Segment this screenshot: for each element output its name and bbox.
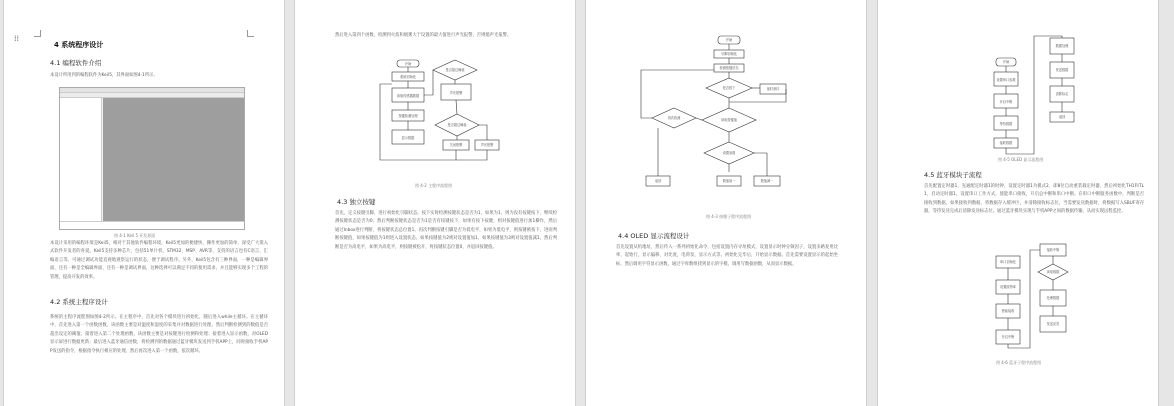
bluetooth-flowchart [988,244,1068,354]
flow-arrow [456,150,487,160]
flow-start-label: 开始 [725,38,733,42]
figure-caption: 图 4-1 Keil 5 开发界面 [114,233,156,238]
chapter-heading: 4 系统程序设计 [54,41,104,49]
flow-judge-label: 是否超过阈值 [447,123,467,127]
page-corner-mark [247,30,254,37]
flow-arrow [456,100,457,114]
flow-read-label: 读取传感器数据 [396,94,420,98]
document-page-1 [3,0,285,406]
flow-alarm-label: 声光报警 [480,143,494,147]
flow-step-label: 开启中断 [999,100,1013,104]
screenshot-project-panel [60,98,102,221]
section-heading: 4.1 编程软件介绍 [50,59,102,67]
oled-flowchart [988,36,1088,166]
drag-handle-icon[interactable]: ⁞⁞ [14,34,20,43]
flow-step-label: 等待数据 [999,122,1013,126]
flow-key-label: 按键检测处理 [398,114,418,118]
flow-step-label: 发送数据 [1055,68,1069,72]
flow-step-label: 接收中断 [1046,248,1060,252]
figure-caption: 图 4-6 蓝牙子程序流程图 [996,360,1042,365]
key-flowchart [636,34,786,194]
screenshot-editor-area [103,98,244,221]
flow-arrow [696,118,702,120]
flow-arrow [754,153,767,176]
flow-step-label: 设置串口参数 [996,78,1016,82]
flow-no-alarm-label: 关闭报警 [449,143,463,147]
page-corner-mark [34,30,41,37]
flow-step-label: 串口初始化 [1000,260,1016,264]
flow-set-label: 设置参数 [722,151,736,155]
flow-step-label: 发送应答 [1046,322,1060,326]
flow-step-label: 设置波特率 [1000,285,1016,289]
paragraph: 本设计采用的编程环境是Keil5，相对于其他软件编程环境，Keil5更加的便捷快，操作更加的简单，深受广大嵌入式软件开发者的喜爱。Keil5支持多种芯片，包括51单片机、STM32、MSP、AVR等，支持的语言也有C语言、汇编语言等。可通过调试功能直观地观察运行的状态，便于调试程序。另外，Keil5包含有三种界面，一种是编辑界面，还有一种是全编辑界面，还有一种是调试界面，这种选择可以满足不同的使用需求，并且能够实现多个工程的管理，提高开发的效率。 [50,241,268,280]
flow-step-label: 数据处理 [1055,44,1069,48]
flow-step-label: 接收数据 [999,141,1013,145]
main-flowchart [375,58,515,183]
flow-pressed-label: 是否按下 [722,86,736,90]
flow-init-label: 系统初始化 [400,75,416,79]
flow-start-label: 开始 [1002,60,1010,64]
document-page-2 [294,0,576,406]
flow-step-label: 清除标志 [1055,92,1069,96]
paragraph: 系统的主程序流程图如图4-2所示。在主程序中，首先对各个模块进行初始化，随后进入while主循环。在主循环中，首先进入第一个函数函数，该函数主要是对温度和湿度的采集并对数据进行处理，然后判断检测到的数值是否超出设定的阈值；接着进入第二个处理函数，该函数主要是对按键进行检测和处理；接着进入显示函数，对OLED显示屏进行数据更新；最后进入蓝牙通信函数，将检测到的数据通过蓝牙模块发送到手机APP上，同时接收手机APP发送的指令，根据指令执行相应的处理，然后再次进入第一个函数，依次循环。 [50,315,268,354]
figure-caption: 图 4-3 按键子程序流程图 [706,214,752,219]
flow-detect-label: 检测按键状态 [719,66,739,70]
flow-step-label: 读取数据 [1046,270,1060,274]
flow-judge-label: 是否超过阈值 [445,68,465,72]
flow-display-label: 显示数据 [401,136,415,140]
paragraph: 首先，定义按键引脚，进行初始化引脚状态。按下实时检测按键状态是否为1，如果为1，则为没有按键按下，继续检测按键状态是否为0；然后判断按键状态是否为1是否有按键按下，如果有按下按键，则对按键值进行加1操作，然后通过Inbox进行判断，将按键状态总位置1。再次判断按键引脚是否为低电平，如果为低电平，则按键被按下，进而判断按键值，如果按键值为1则进入设置状态，如果按键值为2则对设置值加1，如果按键值为3则对设置值减1，然后判断是否为高电平，如果为高电平，则按键被松开，将按键状态位置0，并返回按键值。 [335,211,557,250]
document-page-3 [585,0,867,406]
paragraph: 然后进入第四个函数，检测到火焰和烟雾大于设置的最大值进行声光报警，否则熄声光报警。 [335,33,512,38]
flow-end-label: 返回 [654,179,662,183]
flow-step-label: 返回 [1058,115,1066,119]
figure-caption: 图 4-5 OLED 显示流程图 [998,157,1044,162]
paragraph: 首先设置从机地址，然后传入一系列初始化命令，包括设置内存寻址模式，设置显示时钟分频因子，设置多路复用比率，起始行，显示偏移，对比度，电荷泵，显示方式等。初始化完毕后，开始显示数据。首先需要设置显示的起始坐标，然后调用字符显示函数，通过字库数组找到显示的字模，调用写数据函数，从而显示数据。 [616,245,838,267]
paragraph: 本设计所用到的编程软件为Keil5，其界面如图4-1所示。 [50,73,158,78]
flow-step-label: 使能接收 [1001,309,1015,313]
paragraph: 首先配置定时器1，先通配定时器1的时钟，设置定时器1为模式2，即8位自动重装载定时器，然后初始化TH1和TL1，启动定时器1，设置串口工作方式，使能串口接收，开启总中断和串口中断。在串口中断服务函数中，判断是否接收到数据，如果接收到数据，将数据存入缓冲区，并清除接收标志位。当需要发送数据时，将数据写入SBUF寄存器，等待发送完成后清除发送标志位。通过蓝牙模块实现与手机APP之间的数据传输，从而实现远程监控。 [924,184,1144,215]
flow-step-label: 开启中断 [1001,335,1015,339]
figure-caption: 图 4-2 主程序流程图 [415,183,453,188]
section-heading: 4.5 蓝牙模块子流程 [924,171,982,179]
flow-value-label: 读取按键值 [721,118,737,122]
flow-start-label: 开始 [404,62,412,66]
section-heading: 4.4 OLED 显示流程设计 [618,232,690,240]
flow-init-label: 引脚初始化 [721,52,737,56]
flow-again-label: 再次检测 [667,116,681,120]
flow-alarm-label: 声光报警 [449,91,463,95]
flow-step-label: 处理数据 [1046,296,1060,300]
flow-delay-label: 延时消抖 [766,87,780,91]
keil-screenshot-figure [59,87,245,230]
section-heading: 4.2 系统主程序设计 [50,298,108,306]
screenshot-output-panel [60,221,244,229]
flow-arrow [424,70,433,95]
flow-sub-label: 数值减一 [760,179,774,183]
section-heading: 4.3 独立按键 [337,198,376,206]
flow-add-label: 数值加一 [722,179,736,183]
document-page-4 [877,0,1159,406]
flow-arrow [479,125,487,140]
